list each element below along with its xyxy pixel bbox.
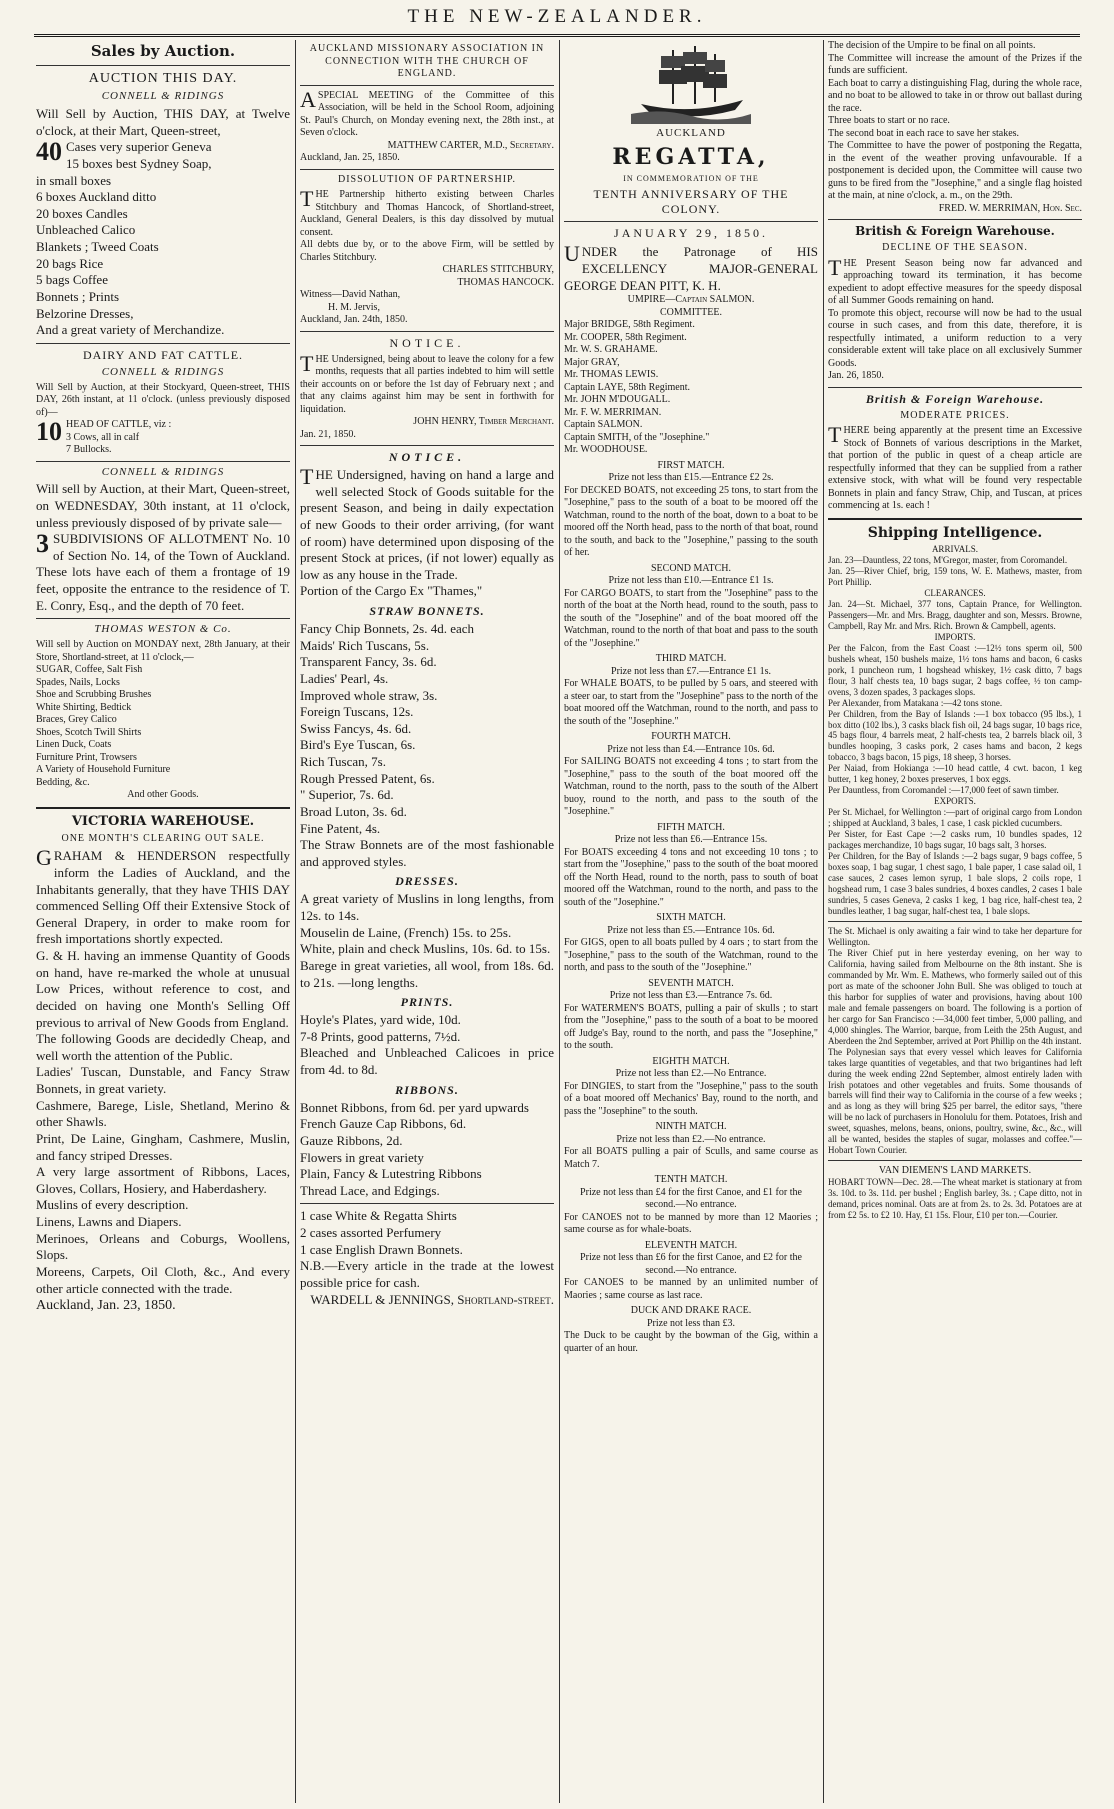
goods-item: Bird's Eye Tuscan, 6s. xyxy=(300,737,416,753)
arrival-entry: Jan. 23—Dauntless, 22 tons, M'Gregor, master, from Coromandel. xyxy=(828,554,1068,565)
committee-member: Mr. JOHN M'DOUGALL. xyxy=(564,394,671,406)
divider xyxy=(300,445,554,446)
news-item: HOBART TOWN—Dec. 28.—The wheat market is stationary at from 3s. 10d. to 3s. 11d. per bushel ; English barley, 3s. ; Cape ditto, not in demand, prices nominal. Oats are at from 2s. to 2s. 3d. Potatoes are at from £2 5s. to £2 10. Hay, £1 15s. Flour, £10 per ton.—Courier. xyxy=(828,1177,1082,1221)
match-text: For WATERMEN'S BOATS, pulling a pair of skulls ; to start from the "Josephine," pass to the south of a boat to be moored off Judge's Bay, round to the north, and pass the "Josephine," to the south. xyxy=(564,1002,818,1052)
ad-text: THERE being apparently at the present time an Excessive Stock of Bonnets of various descriptions in the Market, that portion of the public in quest of a cheap article are respectfully informed that they can be supplied from a rather extensive stock, with what will be found very respectable Bonnets in plain and fancy Straw, Chip, and Tuscan, at prices commencing at 1s. each ! xyxy=(828,422,1082,511)
goods-item: Rich Tuscan, 7s. xyxy=(300,754,386,769)
goods-item: Fine Patent, 4s. xyxy=(300,820,381,836)
committee-heading: COMMITTEE. xyxy=(660,306,722,318)
match-prize: Prize not less than £4.—Entrance 10s. 6d. xyxy=(607,743,775,755)
divider xyxy=(36,807,290,809)
ad-heading: British & Foreign Warehouse. xyxy=(865,391,1045,406)
ad-text: THE Partnership hitherto existing between Charles Stitchbury and Thomas Hancock, of Shortland-street, Auckland, General Dealers, is this day dissolved by mutual consent. xyxy=(300,186,554,238)
goods-item: Rough Pressed Patent, 6s. xyxy=(300,770,435,786)
match-prize: Prize not less than £4 for the first Canoe, and £1 for the second.—No entrance. xyxy=(580,1186,802,1211)
clearance-entry: Jan. 24—St. Michael, 377 tons, Captain Prance, for Wellington. Passengers—Mr. and Mrs. Bragg, daughter and son, Messrs. Browne, Campbell, Ray Mr. and Mrs. Rich. Brown & Campbell, agents. xyxy=(828,598,1082,631)
ad-text: THE Present Season being now far advanced and approaching toward its termination, it has become expedient to adopt effective measures for the speedy disposal of all Summer Goods remaining on hand. xyxy=(828,254,1082,306)
sub-heading: VAN DIEMEN'S LAND MARKETS. xyxy=(878,1165,1032,1177)
match-title: TENTH MATCH. xyxy=(654,1174,728,1186)
goods-heading: RIBBONS. xyxy=(395,1082,459,1097)
ad-text: Will Sell by Auction, THIS DAY, at Twelve o'clock, at their Mart, Queen-street, xyxy=(36,106,290,138)
match-title: ELEVENTH MATCH. xyxy=(644,1239,738,1251)
ad-heading: DAIRY AND FAT CATTLE. xyxy=(82,347,244,362)
ad-date: Auckland, Jan. 24th, 1850. xyxy=(300,314,408,325)
import-entry: Per Alexander, from Matakana :—42 tons stone. xyxy=(828,697,1003,708)
ad-date: Jan. 21, 1850. xyxy=(300,428,356,440)
committee-member: Mr. F. W. MERRIMAN. xyxy=(564,406,662,418)
export-entry: Per Sister, for East Cape :—2 casks rum, 10 bundles spades, 12 packages merchandize, 10 bags sugar, 10 bags salt, 3 horses. xyxy=(828,829,1082,851)
ad-heading: NOTICE. xyxy=(388,450,466,464)
import-entry: Per the Falcon, from the East Coast :—12½ tons sperm oil, 500 bushels wheat, 150 bushels maize, 1½ tons hams and bacon, 6 casks pork, 1 puncheon rum, 1 hogshead whiskey, 1½ cask ditto, 7 bags flour, 3 half chests tea, 10 bags sugar, 2 bags coffee, ½ ton camp-ovens, 3 dozen spades, 3 packages slops. xyxy=(828,642,1082,697)
ad-text: THE Undersigned, having on hand a large and well selected Stock of Goods suitable for the present Season, and being in daily expectation of new Goods to their order arriving, (for want of room) have determined upon disposing of the present Stock at prices, (if not lower) equally as low as any house in the Trade. xyxy=(300,464,554,582)
ad-heading: NOTICE. xyxy=(389,335,465,350)
regatta-title: REGATTA, xyxy=(612,143,770,170)
divider xyxy=(828,1160,1082,1161)
rule-text: The Committee will increase the amount of the Prizes if the funds are sufficient. xyxy=(828,52,1082,76)
goods-item: Bleached and Unbleached Calicoes in price from 4d. to 8d. xyxy=(300,1045,554,1077)
divider xyxy=(300,1203,554,1204)
lot-item: in small boxes xyxy=(36,172,112,188)
ad-text: And other Goods. xyxy=(127,789,199,800)
goods-list xyxy=(300,1100,554,1200)
ad-text: Will Sell by Auction, at their Stockyard, Queen-street, THIS DAY, 26th instant, at 11 o'clock. (unless previously disposed of)— xyxy=(36,381,290,418)
signature: MATTHEW CARTER, M.D., Secretary. xyxy=(387,139,554,151)
lot-number: 3 xyxy=(36,529,49,559)
umpire: UMPIRE—Captain SALMON. xyxy=(627,294,755,306)
column-4 xyxy=(828,40,1082,1803)
goods-item: 7-8 Prints, good patterns, 7½d. xyxy=(300,1028,461,1044)
goods-item: Cashmere, Barege, Lisle, Shetland, Merino & other Shawls. xyxy=(36,1097,290,1130)
match-text: For GIGS, open to all boats pulled by 4 oars ; to start from the "Josephine," pass to the south of the Watchman, round to the north, and pass to the south of the "Josephine." xyxy=(564,937,818,974)
match-prize: Prize not less than £10.—Entrance £1 1s. xyxy=(608,575,774,587)
clearances-list xyxy=(828,599,1082,632)
committee-member: Major BRIDGE, 58th Regiment. xyxy=(564,319,695,331)
goods-heading: DRESSES. xyxy=(395,874,459,889)
ad-heading: VICTORIA WAREHOUSE. xyxy=(71,813,255,829)
signature: JOHN HENRY, Timber Merchant. xyxy=(413,416,554,427)
rule-text: The Committee to have the power of postponing the Regatta, in the event of the weather proving unfavourable. If a postponement is decided upon, the Committee will cause two guns to be fired from the "Josephine," and a single flag hoisted at the main, at nine o'clock, a. m., on the 29th. xyxy=(828,140,1082,201)
ad-text: N.B.—Every article in the trade at the lowest possible price for cash. xyxy=(300,1258,554,1290)
ad-text: G. & H. having an immense Quantity of Goods on hand, have re-marked the whole at unusual Low Prices, without reference to cost, and decided on having one Month's Selling Off previous to arrival of New Goods from England. xyxy=(36,948,290,1030)
match-title: THIRD MATCH. xyxy=(655,653,727,665)
lot-item: A Variety of Household Furniture xyxy=(36,764,171,775)
match-text: For SAILING BOATS not exceeding 4 tons ; to start from the "Josephine," pass to the south of the boat moored off the Watchman, round to the north, pass to the south of the Albert buoy, round to the north, and pass to the south of the "Josephine." xyxy=(564,756,818,818)
arrivals-list xyxy=(828,555,1082,588)
goods-item: Plain, Fancy & Lutestring Ribbons xyxy=(300,1166,482,1182)
imports-list xyxy=(828,643,1082,797)
divider xyxy=(36,343,290,344)
rule-text: Each boat to carry a distinguishing Flag, during the whole race, and no boat to be allowed to take in or throw out ballast during the race. xyxy=(828,77,1082,114)
rule-text: Three boats to start or no race. xyxy=(828,115,950,126)
exports-list xyxy=(828,807,1082,917)
goods-item: Moreens, Carpets, Oil Cloth, &c., And every other article connected with the trade. xyxy=(36,1263,290,1296)
signature: THOMAS HANCOCK. xyxy=(457,276,554,288)
match-prize: Prize not less than £15.—Entrance £2 2s. xyxy=(608,472,774,484)
lot-item: Furniture Print, Trowsers xyxy=(36,751,137,763)
goods-item: French Gauze Cap Ribbons, 6d. xyxy=(300,1116,467,1132)
ship-illustration xyxy=(631,42,751,124)
goods-item: Gauze Ribbons, 2d. xyxy=(300,1132,403,1148)
column-rule xyxy=(295,40,296,1803)
lot-item: 3 Cows, all in calf xyxy=(66,431,140,443)
committee-member: Captain SMITH, of the "Josephine." xyxy=(564,431,710,443)
column-1 xyxy=(36,40,290,1803)
lot-number: 10 xyxy=(36,417,62,446)
match-text: For CARGO BOATS, to start from the "Josephine" pass to the north of the boat at the North head, round to the south, pass to the south of the "Josephine" and of the boat moored off the Watchman, round to the north of that boat and pass to the south of the "Josephine." xyxy=(564,587,818,649)
match-list xyxy=(564,460,818,1356)
ad-text: THE Undersigned, being about to leave the colony for a few months, requests that all parties indebted to him will settle their accounts on or before the 1st day of February next ; and that any claims against him may be sent in forthwith for liquidation. xyxy=(300,350,554,415)
divider xyxy=(36,65,290,66)
goods-item: Mouselin de Laine, (French) 15s. to 25s. xyxy=(300,924,512,940)
export-entry: Per Children, for the Bay of Islands :—2 bags sugar, 9 bags coffee, 5 boxes soap, 1 bag sugar, 1 chest sago, 1 bale paper, 1 case salad oil, 1 case sauces, 2 cases lemon syrup, 1 bale slops, 2 coils rope, 1 hogshead rum, 1 case 3 bales sundries, 4 boxes candles, 2 cases 1 bale sundries, 5 cases Geneva, 2 casks 1 keg, 1 bag rice, half-chest tea, 2 bundles leather, 1 bag sugar, half-chest tea, 1 bale slops. xyxy=(828,851,1082,916)
lot-item: White Shirting, Bedtick xyxy=(36,701,132,713)
import-entry: Per Naiad, from Hokianga :—10 head cattle, 4 cwt. bacon, 1 keg butter, 1 keg honey, 2 boxes preserves, 1 box eggs. xyxy=(828,763,1082,785)
import-entry: Per Dauntless, from Coromandel :—17,000 feet of sawn timber. xyxy=(828,785,1059,796)
goods-list xyxy=(300,1012,554,1079)
divider xyxy=(36,461,290,462)
auctioneer-name: THOMAS WESTON & Co. xyxy=(94,623,232,636)
lot-item: Shoe and Scrubbing Brushes xyxy=(36,689,152,700)
ad-heading: British & Foreign Warehouse. xyxy=(855,224,1055,238)
signature: FRED. W. MERRIMAN, Hon. Sec. xyxy=(938,202,1082,214)
ad-heading: AUCTION THIS DAY. xyxy=(88,70,238,86)
column-rule xyxy=(559,40,560,1803)
goods-list xyxy=(36,1064,290,1297)
goods-list xyxy=(300,891,554,991)
sub-heading: IMPORTS. xyxy=(934,631,976,642)
match-title: SEVENTH MATCH. xyxy=(648,977,734,989)
goods-item: Broad Luton, 3s. 6d. xyxy=(300,803,407,819)
goods-item: Ladies' Tuscan, Dunstable, and Fancy Straw Bonnets, in great variety. xyxy=(36,1064,290,1096)
ad-text: Portion of the Cargo Ex "Thames," xyxy=(300,583,483,599)
lot-item: Linen Duck, Coats xyxy=(36,739,112,750)
lot-item: 7 Bullocks. xyxy=(66,444,112,455)
witness: H. M. Jervis, xyxy=(328,301,380,313)
goods-item: Hoyle's Plates, yard wide, 10d. xyxy=(300,1012,461,1028)
match-prize: Prize not less than £3.—Entrance 7s. 6d. xyxy=(609,990,773,1002)
match-text: For DINGIES, to start from the "Josephine," pass to the south of a boat moored off Mechanics' Bay, round to the north, and pass the "Josephine" to the south. xyxy=(564,1080,818,1117)
ad-heading: AUCKLAND MISSIONARY ASSOCIATION IN CONNECTION WITH THE CHURCH OF ENGLAND. xyxy=(309,43,545,79)
ad-text: Will sell by Auction, at their Mart, Queen-street, on WEDNESDAY, 30th instant, at 11 o'clock, unless previously disposed of by private sale— xyxy=(36,481,290,530)
ad-text: All debts due by, or to the above Firm, will be settled by Charles Stitchbury. xyxy=(300,239,554,263)
lot-item: Spades, Nails, Locks xyxy=(36,676,120,688)
lot-item: Cases very superior Geneva xyxy=(66,139,212,155)
place-name: AUCKLAND xyxy=(656,127,726,139)
match-title: SECOND MATCH. xyxy=(650,562,731,574)
match-prize: Prize not less than £6.—Entrance 15s. xyxy=(614,834,768,846)
lot-item: Braces, Grey Calico xyxy=(36,714,117,725)
lot-item: Belzorine Dresses, xyxy=(36,305,134,321)
news-item: The St. Michael is only awaiting a fair wind to take her departure for Wellington. xyxy=(828,925,1082,947)
match-title: SIXTH MATCH. xyxy=(656,912,726,924)
committee-member: Major GRAY, xyxy=(564,356,620,368)
goods-list xyxy=(300,621,554,837)
column-3 xyxy=(564,40,818,1803)
auctioneer-name: CONNELL & RIDINGS xyxy=(101,365,225,378)
goods-item: Transparent Fancy, 3s. 6d. xyxy=(300,654,437,670)
committee-member: Mr. W. S. GRAHAME. xyxy=(564,344,658,356)
match-title: EIGHTH MATCH. xyxy=(652,1055,730,1067)
ad-text: ASPECIAL MEETING of the Committee of this Association, will be held in the School Room, adjoining St. Paul's Church, on Monday evening next, the 28th inst., at Seven o'clock. xyxy=(300,86,554,138)
match-title: FIRST MATCH. xyxy=(657,459,725,471)
goods-item: Bonnet Ribbons, from 6d. per yard upwards xyxy=(300,1099,529,1115)
section-heading: Shipping Intelligence. xyxy=(867,524,1043,541)
committee-member: Mr. THOMAS LEWIS. xyxy=(564,369,659,381)
committee-member: Mr. WOODHOUSE. xyxy=(564,444,648,456)
lot-item: Unbleached Calico xyxy=(36,222,136,238)
ad-subheading: DECLINE OF THE SEASON. xyxy=(882,242,1028,253)
lot-item: Blankets ; Tweed Coats xyxy=(36,239,159,254)
match-text: For CANOES to be manned by an unlimited number of Maories ; same course as last race. xyxy=(564,1277,818,1301)
match-prize: Prize not less than £5.—Entrance 10s. 6d. xyxy=(607,924,775,936)
goods-item: Linens, Lawns and Diapers. xyxy=(36,1214,182,1229)
match-title: NINTH MATCH. xyxy=(655,1121,727,1133)
divider xyxy=(828,921,1082,922)
goods-item: Thread Lace, and Edgings. xyxy=(300,1182,440,1198)
rule-text: The decision of the Umpire to be final on all points. xyxy=(828,40,1036,51)
goods-item: Flowers in great variety xyxy=(300,1149,424,1165)
lot-item: Shoes, Scotch Twill Shirts xyxy=(36,726,142,738)
goods-heading: PRINTS. xyxy=(400,995,454,1010)
section-heading: Sales by Auction. xyxy=(90,42,236,60)
lot-list xyxy=(36,664,290,789)
ad-date: Auckland, Jan. 25, 1850. xyxy=(300,152,400,163)
match-prize: Prize not less than £2.—No entrance. xyxy=(616,1133,766,1145)
witness: Witness—David Nathan, xyxy=(300,289,401,300)
goods-item: 2 cases assorted Perfumery xyxy=(300,1225,442,1240)
lot-item: 5 bags Coffee xyxy=(36,272,108,288)
goods-item: Muslins of every description. xyxy=(36,1197,189,1213)
lot-item: 15 boxes best Sydney Soap, xyxy=(66,155,212,171)
goods-list xyxy=(300,1208,554,1258)
signature: CHARLES STITCHBURY, xyxy=(442,264,554,275)
lot-item: SUGAR, Coffee, Salt Fish xyxy=(36,664,143,675)
ad-subheading: MODERATE PRICES. xyxy=(900,409,1010,421)
match-text: For all BOATS pulling a pair of Sculls, and same course as Match 7. xyxy=(564,1146,818,1170)
masthead-rule xyxy=(34,34,1080,37)
rule-text: The second boat in each race to save her stakes. xyxy=(828,127,1020,139)
match-title: DUCK AND DRAKE RACE. xyxy=(630,1305,752,1317)
lot-item: HEAD OF CATTLE, viz : xyxy=(66,419,172,430)
lot-item: 20 boxes Candles xyxy=(36,205,128,221)
lot-list xyxy=(36,419,290,457)
lot-item: 20 bags Rice xyxy=(36,255,104,271)
match-text: For WHALE BOATS, to be pulled by 5 oars, and steered with a steer oar, to start from the "Josephine" pass to the north of the boat moored off the Watchman, round to the north, and pass to the south of the "Josephine." xyxy=(564,678,818,727)
lot-item: And a great variety of Merchandize. xyxy=(36,322,225,338)
goods-item: A very large assortment of Ribbons, Laces, Gloves, Collars, Hosiery, and Haberdashery. xyxy=(36,1164,290,1196)
goods-item: " Superior, 7s. 6d. xyxy=(300,787,394,803)
divider xyxy=(300,331,554,332)
lot-list xyxy=(36,139,290,339)
goods-item: Foreign Tuscans, 12s. xyxy=(300,704,414,720)
export-entry: Per St. Michael, for Wellington :—part of original cargo from London ; shipped at Auckland, 3 bales, 1 case, 1 cask pickled cucumbers. xyxy=(828,807,1082,829)
ad-text: To promote this object, recourse will now be had to the usual course in such cases, and from this date, therefore, it is respectfully intimated, a uniform reduction to a very considerable extent will take place on all exclusively Summer Goods. xyxy=(828,307,1082,369)
goods-item: Swiss Fancys, 4s. 6d. xyxy=(300,720,412,736)
committee-list xyxy=(564,319,818,457)
divider xyxy=(828,219,1082,220)
column-rule xyxy=(823,40,824,1803)
match-title: FIFTH MATCH. xyxy=(657,821,725,833)
goods-item: Merinoes, Orleans and Coburgs, Woollens, Slops. xyxy=(36,1230,290,1263)
goods-item: Barege in great varieties, all wool, from 18s. 6d. to 21s. —long lengths. xyxy=(300,957,554,990)
divider xyxy=(828,518,1082,520)
column-2 xyxy=(300,40,554,1803)
ad-text: GRAHAM & HENDERSON respectfully inform the Ladies of Auckland, and the Inhabitants generally, that they have THIS DAY commenced Selling Off their Extensive Stock of General Drapery, in order to make room for fresh importations shortly expected. xyxy=(36,845,290,947)
import-entry: Per Children, from the Bay of Islands :—1 box tobacco (95 lbs.), 1 box ditto (102 lbs.), 3 casks black fish oil, 24 bags sugar, 10 bags rice, 45 bags flour, 4 barrels meat, 2 half-chests tea, 2 barrels black oil, 3 bundles hooping, 3 casks pork, 2 cases hams and bacon, 2 kegs tobacco, 3 bags bacon, 15 pigs, 18 sheep, 3 horses. xyxy=(828,708,1082,763)
lot-item: Bedding, &c. xyxy=(36,776,90,788)
lot-item: Bonnets ; Prints xyxy=(36,288,120,304)
match-text: For DECKED BOATS, not exceeding 25 tons, to start from the "Josephine," pass to the south of a boat to be moored off the Watchman, round to the north of the boat, down to a boat to be moored off the North head, pass to the north of that boat, round to the south, and back to the "Josephine," passing to the south of her. xyxy=(564,484,818,559)
ad-text: The Straw Bonnets are of the most fashionable and approved styles. xyxy=(300,837,554,869)
goods-item: Ladies' Pearl, 4s. xyxy=(300,670,389,686)
match-prize: Prize not less than £3. xyxy=(646,1317,736,1329)
committee-member: Mr. COOPER, 58th Regiment. xyxy=(564,331,687,343)
sub-heading: CLEARANCES. xyxy=(924,587,986,598)
divider xyxy=(564,221,818,222)
goods-item: White, plain and check Muslins, 10s. 6d. to 15s. xyxy=(300,941,551,957)
event-date: JANUARY 29, 1850. xyxy=(614,226,768,241)
divider xyxy=(300,85,554,86)
ad-date: Jan. 26, 1850. xyxy=(828,370,884,381)
match-text: The Duck to be caught by the bowman of the Gig, within a quarter of an hour. xyxy=(564,1330,818,1354)
sub-heading: ARRIVALS. xyxy=(931,544,979,554)
ad-text: The following Goods are decidedly Cheap, and well worth the attention of the Public. xyxy=(36,1031,290,1063)
match-prize: Prize not less than £2.—No Entrance. xyxy=(615,1068,767,1080)
match-text: For CANOES not to be manned by more than 12 Maories ; same course as for whale-boats. xyxy=(564,1211,818,1236)
goods-item: Improved whole straw, 3s. xyxy=(300,687,438,703)
ad-text: Will sell by Auction on MONDAY next, 28th January, at their Store, Shortland-street, at 11 o'clock,— xyxy=(36,639,290,663)
ad-text: UNDER the Patronage of HIS EXCELLENCY MAJOR-GENERAL GEORGE DEAN PITT, K. H. xyxy=(564,241,818,293)
goods-item: 1 case English Drawn Bonnets. xyxy=(300,1241,463,1257)
match-title: FOURTH MATCH. xyxy=(651,731,731,743)
ad-subheading: ONE MONTH'S CLEARING OUT SALE. xyxy=(61,832,265,844)
match-prize: Prize not less than £7.—Entrance £1 1s. xyxy=(611,665,771,677)
ad-text: SUBDIVISIONS OF ALLOTMENT No. 10 of Section No. 14, of the Town of Auckland. These lots have each of them a frontage of 19 feet, opposite the entrance to the residence of T. E. Conry, Esq., and the depth of 70 feet. xyxy=(36,531,290,613)
goods-item: A great variety of Muslins in long lengths, from 12s. to 14s. xyxy=(300,891,554,923)
auctioneer-name: CONNELL & RIDINGS xyxy=(101,465,225,478)
committee-member: Captain SALMON. xyxy=(564,419,643,431)
ad-date: Auckland, Jan. 23, 1850. xyxy=(36,1298,176,1314)
goods-heading: STRAW BONNETS. xyxy=(369,604,485,618)
arrival-entry: Jan. 25—River Chief, brig, 159 tons, W. E. Mathews, master, from Port Phillip. xyxy=(828,565,1082,587)
goods-item: Print, De Laine, Gingham, Cashmere, Muslin, and fancy striped Dresses. xyxy=(36,1130,290,1163)
news-item: The River Chief put in here yesterday evening, on her way to California, having sailed from Melbourne on the 8th instant. She is commanded by Mr. Wm. E. Mathews, who formerly sailed out of this port as mate of the schooner John Bull. She was obliged to touch at this harbor for supplies of water and provisions, having about 100 male and female passengers on board. The following is a portion of her cargo for San Francisco :—34,000 feet timber, 5,000 palling, and 4,000 shingles. The Warrior, barque, from Leith the 25th August, and Aberdeen the 2nd September, arrived at Port Phillip on the 4th instant. xyxy=(828,947,1082,1046)
masthead: THE NEW-ZEALANDER. xyxy=(407,6,707,27)
signature: WARDELL & JENNINGS, Shortland-street. xyxy=(310,1291,554,1307)
sub-heading: EXPORTS. xyxy=(934,796,976,807)
ad-subheading: IN COMMEMORATION OF THE xyxy=(623,174,759,184)
news-item: The Polynesian says that every vessel which leaves for California takes large quantities of vegetables, and that two brigantines had left during the week ending 22nd September, almost entirely laden with Irish potatoes and other vegetables and fruits. Some thousands of barrels will find their way to California in the course of a few weeks ; and as long as they will bring $25 per barrel, the editor says, "there will be no lack of purchasers in Honolulu for them. Potatoes, Irish and sweet, squashes, melons, beans, onions, poultry, swine, &c., &c., will all be wanted, besides the staples of sugar, molasses and coffee."—Hobart Town Courier. xyxy=(828,1046,1082,1156)
goods-item: Maids' Rich Tuscans, 5s. xyxy=(300,637,430,653)
ad-heading: TENTH ANNIVERSARY OF THE COLONY. xyxy=(593,187,789,217)
divider xyxy=(828,387,1082,388)
lot-item: 6 boxes Auckland ditto xyxy=(36,189,157,205)
lot-number: 40 xyxy=(36,137,62,167)
divider xyxy=(36,618,290,619)
auctioneer-name: CONNELL & RIDINGS xyxy=(101,90,225,103)
match-text: For BOATS exceeding 4 tons and not exceeding 10 tons ; to start from the "Josephine," pass to the south of the boat moored off the North Head, round to the north, pass to south of boat moored off the Watchman, round to the north, and pass to the south of the "Josephine." xyxy=(564,846,818,908)
divider xyxy=(300,169,554,170)
goods-item: 1 case White & Regatta Shirts xyxy=(300,1208,457,1224)
goods-item: Fancy Chip Bonnets, 2s. 4d. each xyxy=(300,621,475,636)
committee-member: Captain LAYE, 58th Regiment. xyxy=(564,381,691,393)
ad-heading: DISSOLUTION OF PARTNERSHIP. xyxy=(337,173,516,185)
match-prize: Prize not less than £6 for the first Canoe, and £2 for the second.—No entrance. xyxy=(580,1252,802,1276)
